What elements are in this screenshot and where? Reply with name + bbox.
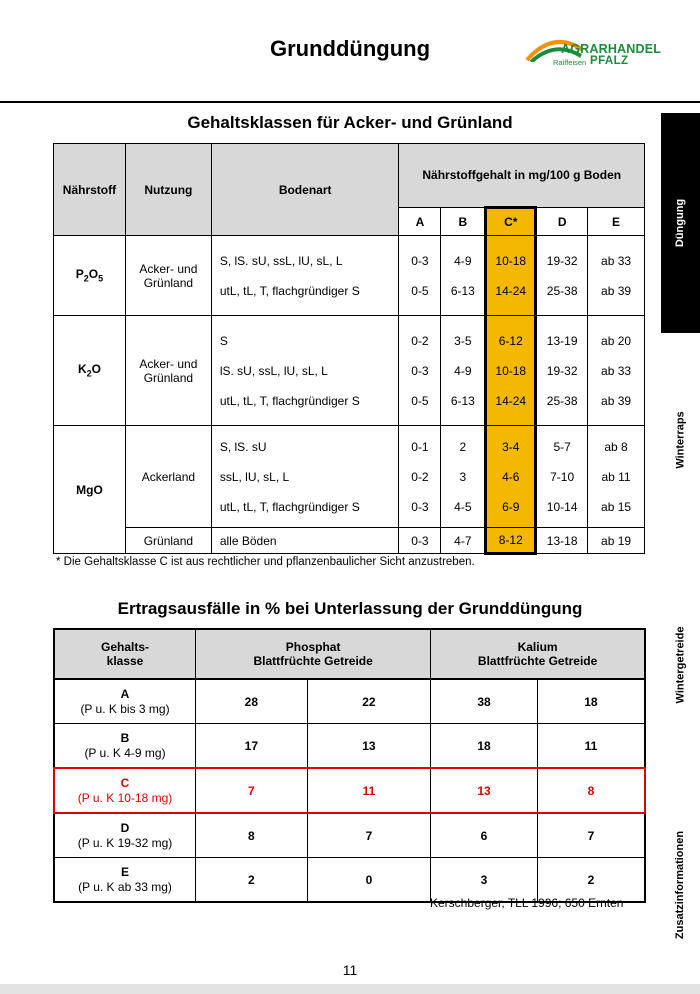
value-cell: 7 xyxy=(307,813,431,858)
gehaltsklassen-table xyxy=(53,143,645,555)
value-cell: 6 xyxy=(431,813,538,858)
nutzung-cell: Acker- und Grünland xyxy=(125,236,211,316)
value-cell: 11 xyxy=(537,724,645,769)
value-cell-e: ab 8 ab 11 ab 15 xyxy=(588,426,645,528)
table-row xyxy=(54,528,645,554)
ertragsausfaelle-table xyxy=(53,628,646,903)
table-row xyxy=(54,813,645,858)
source-note: Kerschberger, TLL 1996; 650 Ernten xyxy=(430,896,624,910)
nutzung-cell: Ackerland xyxy=(125,426,211,528)
class-header-a: A xyxy=(399,208,441,236)
header-bodenart: Bodenart xyxy=(211,144,399,236)
value-cell-b: 2 3 4-5 xyxy=(441,426,486,528)
klasse-cell: E (P u. K ab 33 mg) xyxy=(54,858,196,903)
value-cell-c: 3-4 4-6 6-9 xyxy=(486,426,536,528)
value-cell-d: 13-19 19-32 25-38 xyxy=(536,316,588,426)
table-row xyxy=(54,236,645,316)
page-title: Grunddüngung xyxy=(269,36,431,61)
header-naehrstoff: Nährstoff xyxy=(54,144,126,236)
value-cell: 28 xyxy=(196,679,308,724)
value-cell-a: 0-2 0-3 0-5 xyxy=(399,316,441,426)
table-row-highlighted xyxy=(54,768,645,813)
nutzung-cell: Grünland xyxy=(125,528,211,554)
header-gehalt: Nährstoffgehalt in mg/100 g Boden xyxy=(399,144,645,208)
value-cell: 3 xyxy=(431,858,538,903)
value-cell-e: ab 20 ab 33 ab 39 xyxy=(588,316,645,426)
header-phosphat: Phosphat Blattfrüchte Getreide xyxy=(196,629,431,679)
value-cell-c: 10-18 14-24 xyxy=(486,236,536,316)
value-cell: 38 xyxy=(431,679,538,724)
bodenart-cell: S, lS. sU, ssL, lU, sL, L utL, tL, T, flachgründiger S xyxy=(211,236,399,316)
naehrstoff-p2o5: $P_2O_5$ xyxy=(54,236,126,316)
klasse-cell: A (P u. K bis 3 mg) xyxy=(54,679,196,724)
class-header-d: D xyxy=(536,208,588,236)
value-cell: 0 xyxy=(307,858,431,903)
table-row xyxy=(54,679,645,724)
value-cell-e: ab 33 ab 39 xyxy=(588,236,645,316)
logo-brand: AGRARHANDEL xyxy=(561,42,662,56)
bodenart-cell: alle Böden xyxy=(211,528,399,554)
page-number: 11 xyxy=(342,962,358,978)
nutzung-cell: Acker- und Grünland xyxy=(125,316,211,426)
value-cell: 2 xyxy=(537,858,645,903)
table-row xyxy=(54,724,645,769)
header-divider xyxy=(0,101,700,103)
value-cell: 8 xyxy=(196,813,308,858)
value-cell-c: 8-12 xyxy=(486,528,536,554)
value-cell-b: 4-7 xyxy=(441,528,486,554)
value-cell: 18 xyxy=(431,724,538,769)
value-cell-b: 3-5 4-9 6-13 xyxy=(441,316,486,426)
value-cell-b: 4-9 6-13 xyxy=(441,236,486,316)
table1-title: Gehaltsklassen für Acker- und Grünland xyxy=(187,113,513,132)
value-cell-d: 5-7 7-10 10-14 xyxy=(536,426,588,528)
value-cell: 11 xyxy=(307,768,431,813)
naehrstoff-k2o: $K_2O$ xyxy=(54,316,126,426)
tab-winterraps[interactable]: Winterraps xyxy=(674,411,687,469)
klasse-cell: B (P u. K 4-9 mg) xyxy=(54,724,196,769)
value-cell: 2 xyxy=(196,858,308,903)
value-cell-d: 13-18 xyxy=(536,528,588,554)
logo-sub: Raiffeisen xyxy=(553,58,587,67)
value-cell-e: ab 19 xyxy=(588,528,645,554)
class-header-e: E xyxy=(588,208,645,236)
value-cell-d: 19-32 25-38 xyxy=(536,236,588,316)
value-cell: 13 xyxy=(307,724,431,769)
value-cell: 22 xyxy=(307,679,431,724)
tab-duengung[interactable]: Düngung xyxy=(674,198,687,248)
value-cell: 17 xyxy=(196,724,308,769)
header-gehaltsklasse: Gehalts- klasse xyxy=(54,629,196,679)
class-header-b: B xyxy=(441,208,486,236)
class-header-c: C* xyxy=(486,208,536,236)
table-row xyxy=(54,426,645,528)
footnote: * Die Gehaltsklasse C ist aus rechtlicher und pflanzenbaulicher Sicht anzustreben. xyxy=(56,556,475,568)
value-cell-a: 0-3 0-5 xyxy=(399,236,441,316)
footer-bar xyxy=(0,984,700,994)
value-cell: 13 xyxy=(431,768,538,813)
header-nutzung: Nutzung xyxy=(125,144,211,236)
tab-wintergetreide[interactable]: Wintergetreide xyxy=(674,626,687,704)
logo-region: PFALZ xyxy=(590,55,629,67)
value-cell-c: 6-12 10-18 14-24 xyxy=(486,316,536,426)
company-logo xyxy=(523,36,688,72)
header-kalium: Kalium Blattfrüchte Getreide xyxy=(431,629,645,679)
klasse-cell: D (P u. K 19-32 mg) xyxy=(54,813,196,858)
value-cell-a: 0-1 0-2 0-3 xyxy=(399,426,441,528)
klasse-cell: C (P u. K 10-18 mg) xyxy=(54,768,196,813)
value-cell-a: 0-3 xyxy=(399,528,441,554)
value-cell: 8 xyxy=(537,768,645,813)
value-cell: 18 xyxy=(537,679,645,724)
table-row xyxy=(54,316,645,426)
bodenart-cell: S, lS. sU ssL, lU, sL, L utL, tL, T, flachgründiger S xyxy=(211,426,399,528)
naehrstoff-mgo: MgO xyxy=(54,426,126,554)
value-cell: 7 xyxy=(196,768,308,813)
table2-title: Ertragsausfälle in % bei Unterlassung der Grunddüngung xyxy=(117,599,583,618)
tab-zusatzinformationen[interactable]: Zusatzinformationen xyxy=(674,830,687,940)
value-cell: 7 xyxy=(537,813,645,858)
bodenart-cell: S lS. sU, ssL, lU, sL, L utL, tL, T, flachgründiger S xyxy=(211,316,399,426)
